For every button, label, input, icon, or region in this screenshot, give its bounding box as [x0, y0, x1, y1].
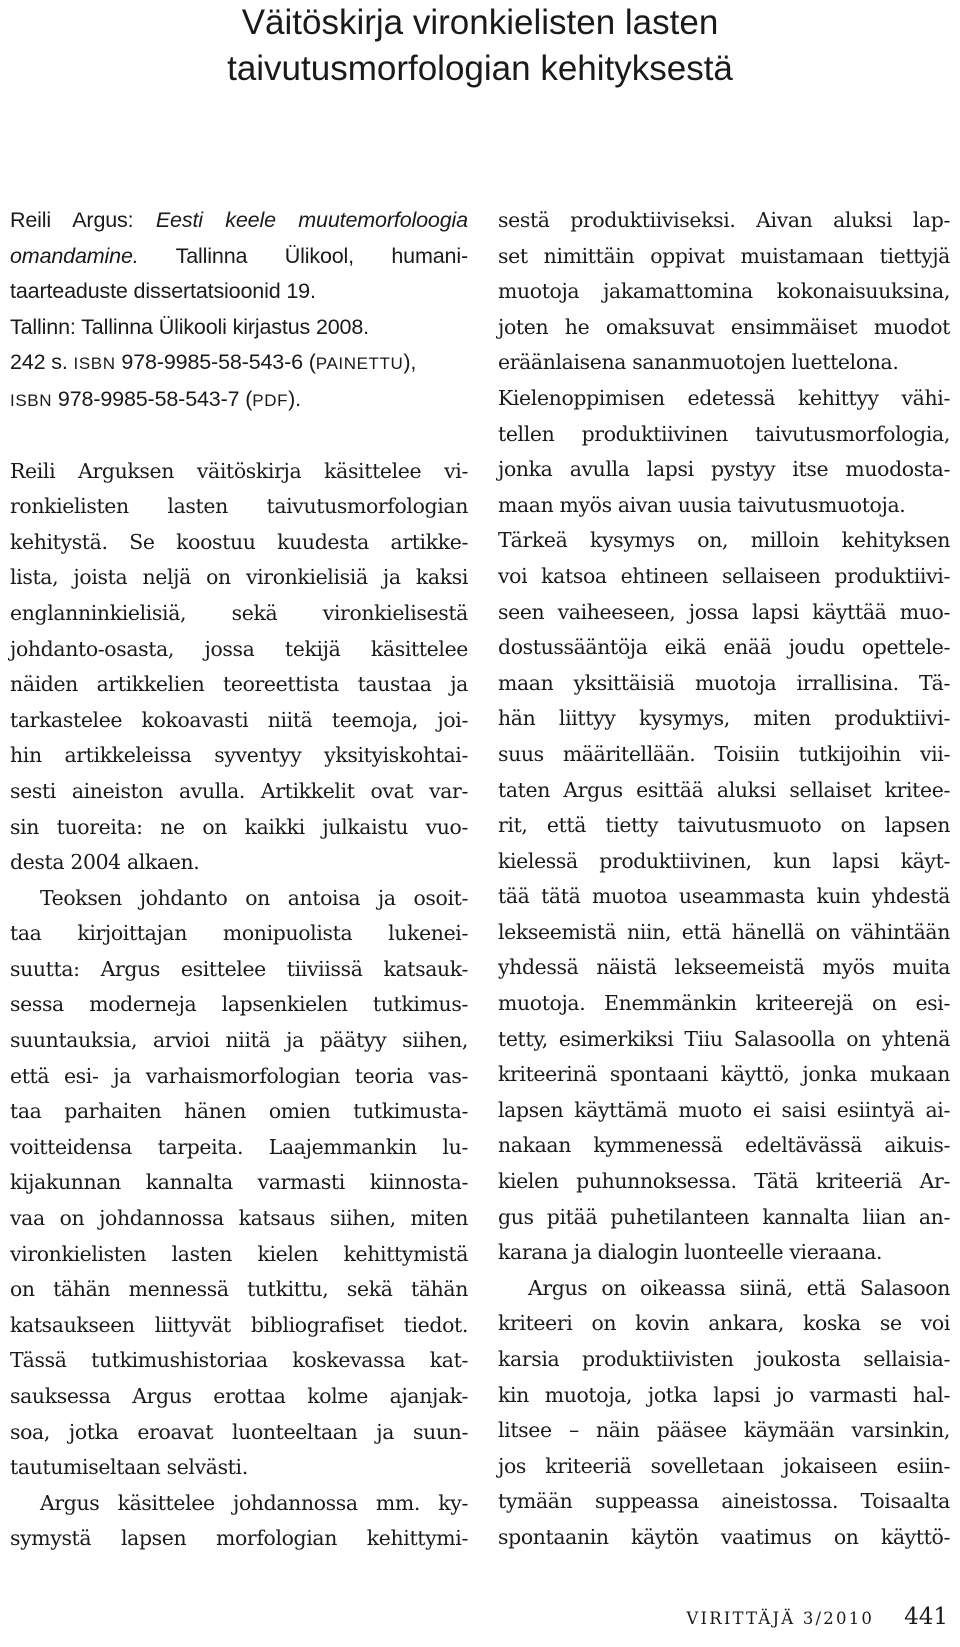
- text-line: tetty, esimerkiksi Tiiu Salasoolla on yhtenä: [498, 1026, 950, 1051]
- text-line: tautumiseltaan selvästi.: [10, 1455, 248, 1480]
- text-line: johdanto-osasta, jossa tekijä käsittelee: [10, 636, 468, 661]
- text-line: spontaanin käytön vaatimus on käyttö-: [498, 1524, 950, 1549]
- page-footer: [686, 1604, 948, 1630]
- text-line: karana ja dialogin luonteelle vieraana.: [498, 1240, 883, 1265]
- reference-line: taarteaduste dissertatsioonid 19.: [10, 279, 316, 304]
- text-line: Tässä tutkimushistoriaa koskevassa kat-: [10, 1348, 468, 1373]
- text-line: taten Argus esittää aluksi sellaiset kritee-: [498, 777, 950, 802]
- reference-line: [10, 203, 468, 239]
- journal-name: VIRITTÄJÄ 3/2010: [686, 1609, 875, 1628]
- text-line: sin tuoreita: ne on kaikki julkaistu vuo-: [10, 814, 468, 839]
- page-number: 441: [904, 1604, 948, 1630]
- text-line: englanninkielisiä, sekä vironkielisestä: [10, 600, 468, 625]
- text-line: symystä lapsen morfologian kehittymi-: [10, 1526, 468, 1551]
- text-line: tellen produktiivinen taivutusmorfologia,: [498, 421, 950, 446]
- text-line: joten he omaksuvat ensimmäiset muodot: [498, 314, 950, 339]
- title-line-2: taivutusmorfologian kehityksestä: [227, 49, 733, 88]
- text-line: jos kriteeriä sovelletaan jokaiseen esiin-: [498, 1453, 950, 1478]
- text-line: voitteidensa tarpeita. Laajemmankin lu-: [10, 1134, 468, 1159]
- text-line: Argus on oikeassa siinä, että Salasoon: [528, 1275, 950, 1300]
- text-line: karsia produktiivisten joukosta sellaisia-: [498, 1347, 950, 1371]
- text-line: vironkielisten lasten kielen kehittymistä: [10, 1241, 468, 1266]
- text-line: lekseemistä niin, että hänellä on vähintään: [498, 919, 950, 944]
- text-line: katsaukseen liittyvät bibliografiset tiedot.: [10, 1312, 468, 1337]
- text-line: kielen puhunnoksessa. Tätä kriteeriä Ar-: [498, 1169, 950, 1194]
- reference-line: ISBN 978-9985-58-543-7 (PDF).: [10, 386, 301, 411]
- text-line: suus määritellään. Toisiin tutkijoihin vii-: [498, 741, 950, 766]
- reference-line: Tallinn: Tallinna Ülikooli kirjastus 2008.: [10, 314, 369, 339]
- text-line: dostussääntöja eikä enää joudu opettele-: [498, 635, 950, 660]
- text-line: kriteeri on kovin ankara, koska se voi: [498, 1311, 950, 1336]
- text-line: jonka avulla lapsi pystyy itse muodosta-: [498, 457, 950, 482]
- text-line: kehitystä. Se koostuu kuudesta artikke-: [10, 529, 468, 554]
- text-line: Kielenoppimisen edetessä kehittyy vähi-: [498, 385, 950, 410]
- reference-line: omandamine. Tallinna Ülikool, humani-: [10, 243, 469, 268]
- text-line: gus pitää puhetilanteen kannalta liian an-: [498, 1204, 950, 1229]
- text-line: kielessä produktiivinen, kun lapsi käyt-: [498, 848, 950, 873]
- text-line: suuntauksia, arvioi niitä ja päätyy siihen,: [10, 1028, 468, 1053]
- text-line: sessa moderneja lapsenkielen tutkimus-: [10, 992, 468, 1017]
- text-line: maan myös aivan uusia taivutusmuotoja.: [498, 492, 906, 517]
- text-line: voi katsoa ehtineen sellaiseen produktiivi-: [498, 563, 950, 588]
- article-title: [0, 0, 960, 92]
- bibliographic-reference: [10, 203, 468, 419]
- title-line-1: Väitöskirja vironkielisten lasten: [241, 3, 719, 42]
- left-column: [10, 203, 468, 1557]
- reference-author: Reili Argus:: [10, 208, 134, 232]
- right-column: [498, 203, 950, 1556]
- text-line: set nimittäin oppivat muistamaan tiettyjä: [498, 243, 950, 268]
- text-line: Reili Arguksen väitöskirja käsittelee vi-: [10, 458, 468, 483]
- left-body-text: [10, 454, 468, 1557]
- text-line: hin artikkeleissa syventyy yksityiskohtai-: [10, 743, 468, 768]
- text-line: Tärkeä kysymys on, milloin kehityksen: [498, 528, 950, 553]
- text-line: taa kirjoittajan monipuolista lukenei-: [10, 921, 468, 946]
- text-line: tarkastelee kokoavasti niitä teemoja, joi-: [10, 707, 468, 732]
- text-line: Teoksen johdanto on antoisa ja osoit-: [40, 885, 468, 910]
- text-line: että esi- ja varhaismorfologian teoria vas-: [10, 1063, 468, 1088]
- text-line: seen vaiheeseen, jossa lapsi käyttää muo-: [498, 599, 950, 624]
- text-line: näiden artikkelien teoreettista taustaa ja: [10, 672, 468, 697]
- text-line: Argus käsittelee johdannossa mm. ky-: [40, 1490, 468, 1515]
- text-line: kriteerinä spontaani käyttö, jonka mukaan: [498, 1062, 950, 1087]
- text-line: ronkielisten lasten taivutusmorfologian: [10, 494, 468, 519]
- text-line: tymään suppeassa aineistossa. Toisaalta: [498, 1489, 950, 1514]
- text-line: muotoja jakamattomina kokonaisuuksina,: [498, 279, 950, 304]
- text-line: soa, jotka eroavat luonteeltaan ja suun-: [10, 1419, 468, 1444]
- text-line: nakaan kymmenessä edeltävässä aikuis-: [498, 1133, 950, 1158]
- text-line: vaa on johdannossa katsaus siihen, miten: [10, 1206, 468, 1231]
- reference-title: Eesti keele muutemorfoloogia: [155, 208, 468, 232]
- text-line: litsee – näin pääsee käymään varsinkin,: [498, 1418, 950, 1443]
- text-line: sestä produktiiviseksi. Aivan aluksi lap-: [498, 208, 950, 232]
- text-line: sauksessa Argus erottaa kolme ajanjak-: [10, 1384, 468, 1408]
- text-line: maan yksittäisiä muotoja irrallisina. Tä-: [498, 670, 950, 695]
- text-line: desta 2004 alkaen.: [10, 850, 200, 875]
- text-line: tää tätä muotoa useammasta kuin yhdestä: [498, 884, 950, 909]
- text-line: yhdessä näistä lekseemeistä myös muita: [498, 955, 950, 980]
- text-line: taa parhaiten hänen omien tutkimusta-: [10, 1099, 468, 1124]
- text-line: eräänlaisena sananmuotojen luettelona.: [498, 350, 899, 375]
- text-line: suutta: Argus esittelee tiiviissä katsauk-: [10, 956, 468, 981]
- text-line: lapsen käyttämä muoto ei saisi esiintyä ai-: [498, 1097, 950, 1122]
- text-line: sesti aineiston avulla. Artikkelit ovat var-: [10, 778, 468, 803]
- text-line: rit, että tietty taivutusmuoto on lapsen: [498, 813, 950, 838]
- text-line: kin muotoja, jotka lapsi jo varmasti hal-: [498, 1382, 950, 1407]
- text-line: kijakunnan kannalta varmasti kiinnosta-: [10, 1170, 468, 1195]
- reference-line: 242 s. ISBN 978-9985-58-543-6 (PAINETTU),: [10, 350, 417, 375]
- text-line: hän liittyy kysymys, miten produktiivi-: [498, 706, 950, 731]
- text-line: muotoja. Enemmänkin kriteerejä on esi-: [498, 991, 950, 1016]
- reference-title: omandamine.: [10, 243, 139, 268]
- text-line: on tähän mennessä tutkittu, sekä tähän: [10, 1277, 468, 1302]
- text-line: lista, joista neljä on vironkielisiä ja kaksi: [10, 565, 468, 590]
